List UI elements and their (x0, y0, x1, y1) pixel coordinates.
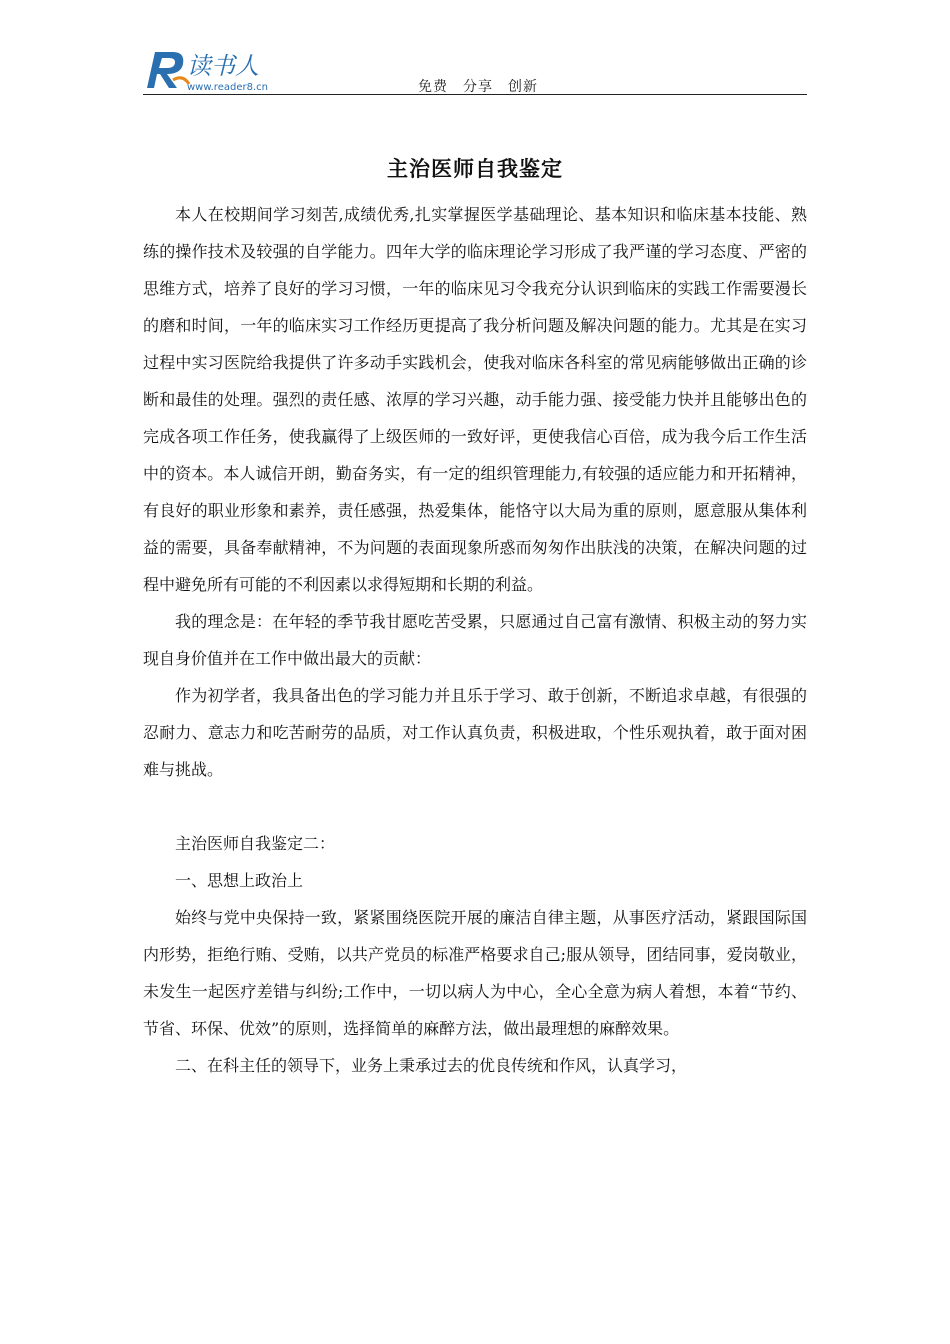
paragraph: 二、在科主任的领导下，业务上秉承过去的优良传统和作风，认真学习， (175, 1056, 688, 1075)
section-heading: 主治医师自我鉴定二： (175, 834, 336, 853)
page-header (143, 40, 807, 96)
document-title: 主治医师自我鉴定 (387, 157, 563, 181)
logo-url: www.reader8.cn (187, 82, 268, 93)
header-divider (143, 94, 807, 95)
header-slogan: 免费 分享 创新 (418, 79, 538, 95)
paragraph: 作为初学者，我具备出色的学习能力并且乐于学习、敢于创新，不断追求卓越，有很强的忍耐力、意志力和吃苦耐劳的品质，对工作认真负责，积极进取，个性乐观执着，敢于面对困难与挑战。 (143, 686, 807, 779)
paragraph: 始终与党中央保持一致，紧紧围绕医院开展的廉洁自律主题，从事医疗活动，紧跟国际国内形势，拒绝行贿、受贿，以共产党员的标准严格要求自己;服从领导，团结同事，爱岗敬业，未发生一起医疗差错与纠纷;工作中，一切以病人为中心，全心全意为病人着想，本着“节约、节省、环保、优效”的原则，选择简单的麻醉方法，做出最理想的麻醉效果。 (143, 908, 807, 1038)
logo-text: 读书人 (187, 52, 259, 80)
paragraph: 本人在校期间学习刻苦,成绩优秀,扎实掌握医学基础理论、基本知识和临床基本技能、熟练的操作技术及较强的自学能力。四年大学的临床理论学习形成了我严谨的学习态度、严密的思维方式，培养了良好的学习习惯，一年的临床见习令我充分认识到临床的实践工作需要漫长的磨和时间，一年的临床实习工作经历更提高了我分析问题及解决问题的能力。尤其是在实习过程中实习医院给我提供了许多动手实践机会，使我对临床各科室的常见病能够做出正确的诊断和最佳的处理。强烈的责任感、浓厚的学习兴趣，动手能力强、接受能力快并且能够出色的完成各项工作任务，使我赢得了上级医师的一致好评，更使我信心百倍，成为我今后工作生活中的资本。本人诚信开朗，勤奋务实，有一定的组织管理能力,有较强的适应能力和开拓精神，有良好的职业形象和素养，责任感强，热爱集体，能恪守以大局为重的原则，愿意服从集体利益的需要，具备奉献精神，不为问题的表面现象所惑而匆匆作出肤浅的决策，在解决问题的过程中避免所有可能的不利因素以求得短期和长期的利益。 (143, 205, 807, 594)
document-body (143, 196, 807, 1084)
reader8-logo (143, 44, 283, 94)
paragraph: 我的理念是：在年轻的季节我甘愿吃苦受累，只愿通过自己富有激情、积极主动的努力实现自身价值并在工作中做出最大的贡献： (143, 612, 807, 668)
subsection-heading: 一、思想上政治上 (175, 871, 304, 890)
